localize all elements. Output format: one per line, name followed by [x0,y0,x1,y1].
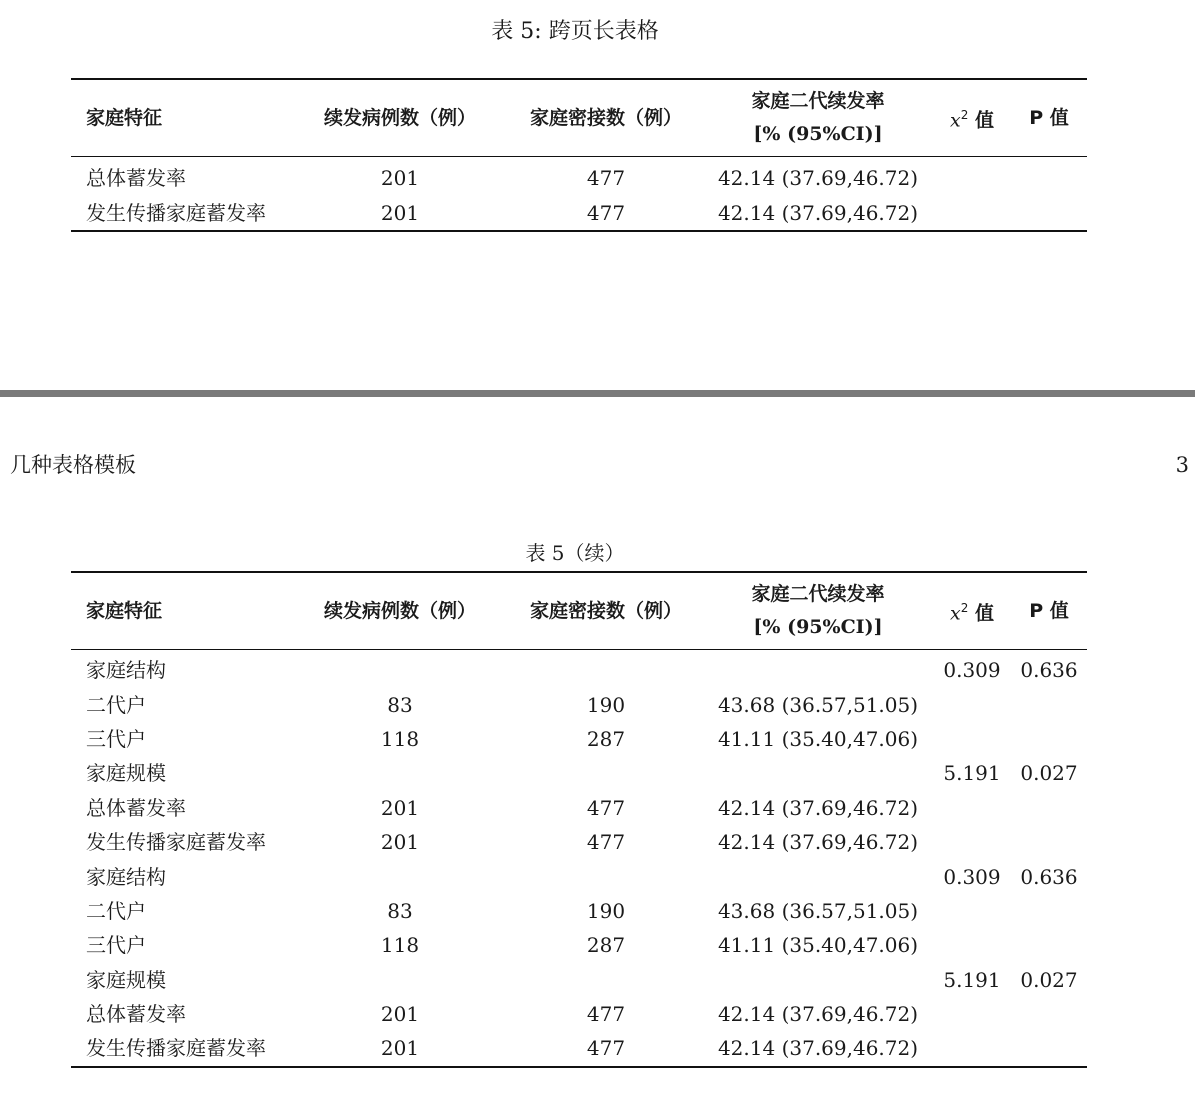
cell-contacts: 287 [586,933,626,958]
cell-x2 [933,825,1011,859]
cell-contacts: 190 [586,692,626,717]
header-rate-line2: [% (95%CI)] [753,616,883,638]
cell-cases [291,650,509,688]
cell-feature: 家庭规模 [86,967,166,992]
page-number: 3 [1175,453,1189,477]
cell-x2 [933,157,1011,196]
cell-p [1011,722,1087,756]
cell-x2 [933,997,1011,1031]
cell-feature: 总体蓄发率 [86,165,186,190]
table-body [71,650,1087,1067]
page-break-divider [0,390,1195,397]
cell-p: 0.027 [1020,761,1078,786]
header-cases: 续发病例数（例） [323,106,476,129]
cell-cases: 201 [380,1036,420,1061]
x2-superscript: 2 [960,600,969,615]
cell-p: 0.636 [1020,658,1078,683]
cell-x2 [933,791,1011,825]
cell-x2: 5.191 [943,761,1001,786]
header-rate-line1: 家庭二代续发率 [751,583,885,605]
cell-p [1011,1031,1087,1066]
cell-rate: 43.68 (36.57,51.05) [717,692,919,717]
cell-feature: 总体蓄发率 [86,1002,186,1027]
cell-rate: 42.14 (37.69,46.72) [717,830,919,855]
table-row [71,687,1087,721]
cell-contacts [509,963,703,997]
cell-cases: 118 [380,933,420,958]
table-row [71,825,1087,859]
long-table-part2 [71,571,1087,1068]
cell-p [1011,791,1087,825]
cell-x2 [933,928,1011,962]
cell-rate [703,756,933,790]
x2-superscript: 2 [960,107,969,122]
cell-x2: 5.191 [943,967,1001,992]
cell-x2: 0.309 [943,658,1001,683]
cell-cases: 201 [380,795,420,820]
cell-contacts: 190 [586,898,626,923]
cell-p: 0.636 [1020,864,1078,889]
table-body [71,157,1087,232]
table-row [71,997,1087,1031]
x2-symbol: x [950,109,961,132]
cell-rate: 42.14 (37.69,46.72) [717,200,919,225]
cell-contacts: 477 [586,165,626,190]
table-row [71,928,1087,962]
cell-rate [703,963,933,997]
cell-contacts: 477 [586,1002,626,1027]
table-row [71,963,1087,997]
x2-symbol: x [950,602,961,625]
table-row [71,1031,1087,1066]
cell-contacts: 287 [586,726,626,751]
cell-feature: 家庭规模 [86,761,166,786]
table-row [71,195,1087,231]
cell-x2 [933,195,1011,231]
cell-rate: 41.11 (35.40,47.06) [717,726,919,751]
long-table-part1 [71,78,1087,232]
table-row [71,894,1087,928]
cell-feature: 家庭结构 [86,658,166,683]
cell-feature: 发生传播家庭蓄发率 [86,200,266,225]
header-feature: 家庭特征 [86,106,163,129]
cell-contacts: 477 [586,200,626,225]
header-rate [703,79,933,157]
cell-feature: 家庭结构 [86,864,166,889]
cell-contacts: 477 [586,1036,626,1061]
header-contacts: 家庭密接数（例） [529,106,682,129]
cell-p [1011,157,1087,196]
cell-cases: 83 [387,692,413,717]
cell-p [1011,687,1087,721]
cell-p [1011,825,1087,859]
cell-cases: 83 [387,898,413,923]
cell-rate: 43.68 (36.57,51.05) [717,898,919,923]
cell-feature: 三代户 [86,933,146,958]
header-x2 [933,79,1011,157]
cell-contacts [509,650,703,688]
cell-contacts [509,859,703,893]
table-header [71,572,1087,650]
cell-x2 [933,1031,1011,1066]
header-x2 [933,572,1011,650]
cell-p [1011,195,1087,231]
table-row [71,791,1087,825]
header-rate [703,572,933,650]
cell-cases [291,756,509,790]
header-p: P 值 [1029,599,1069,622]
cell-p: 0.027 [1020,967,1078,992]
cell-cases: 201 [380,200,420,225]
table-row [71,722,1087,756]
cell-feature: 二代户 [86,898,146,923]
header-feature: 家庭特征 [86,599,163,622]
header-cases: 续发病例数（例） [323,599,476,622]
cell-feature: 发生传播家庭蓄发率 [86,830,266,855]
cell-feature: 三代户 [86,726,146,751]
table-caption-continued: 表 5（续） [525,541,625,565]
cell-cases: 201 [380,1002,420,1027]
cell-rate: 41.11 (35.40,47.06) [717,933,919,958]
cell-cases: 201 [380,165,420,190]
table-row [71,756,1087,790]
cell-cases: 118 [380,726,420,751]
header-p: P 值 [1029,106,1069,129]
cell-x2 [933,687,1011,721]
cell-cases [291,963,509,997]
header-rate-line2: [% (95%CI)] [753,123,883,145]
table-row [71,157,1087,196]
table-row [71,650,1087,688]
header-rate-line1: 家庭二代续发率 [751,90,885,112]
table-caption: 表 5: 跨页长表格 [491,19,659,44]
x2-unit: 值 [968,109,994,132]
cell-p [1011,997,1087,1031]
cell-contacts: 477 [586,795,626,820]
cell-feature: 发生传播家庭蓄发率 [86,1036,266,1061]
cell-rate: 42.14 (37.69,46.72) [717,165,919,190]
cell-contacts [509,756,703,790]
cell-rate: 42.14 (37.69,46.72) [717,1002,919,1027]
cell-cases [291,859,509,893]
cell-x2: 0.309 [943,864,1001,889]
cell-p [1011,928,1087,962]
cell-rate: 42.14 (37.69,46.72) [717,795,919,820]
table-row [71,859,1087,893]
running-head: 几种表格模板 [10,453,136,477]
table-header [71,79,1087,157]
cell-rate [703,650,933,688]
cell-rate: 42.14 (37.69,46.72) [717,1036,919,1061]
cell-feature: 二代户 [86,692,146,717]
cell-feature: 总体蓄发率 [86,795,186,820]
cell-rate [703,859,933,893]
cell-x2 [933,722,1011,756]
cell-p [1011,894,1087,928]
cell-cases: 201 [380,830,420,855]
cell-contacts: 477 [586,830,626,855]
x2-unit: 值 [968,602,994,625]
header-contacts: 家庭密接数（例） [529,599,682,622]
cell-x2 [933,894,1011,928]
